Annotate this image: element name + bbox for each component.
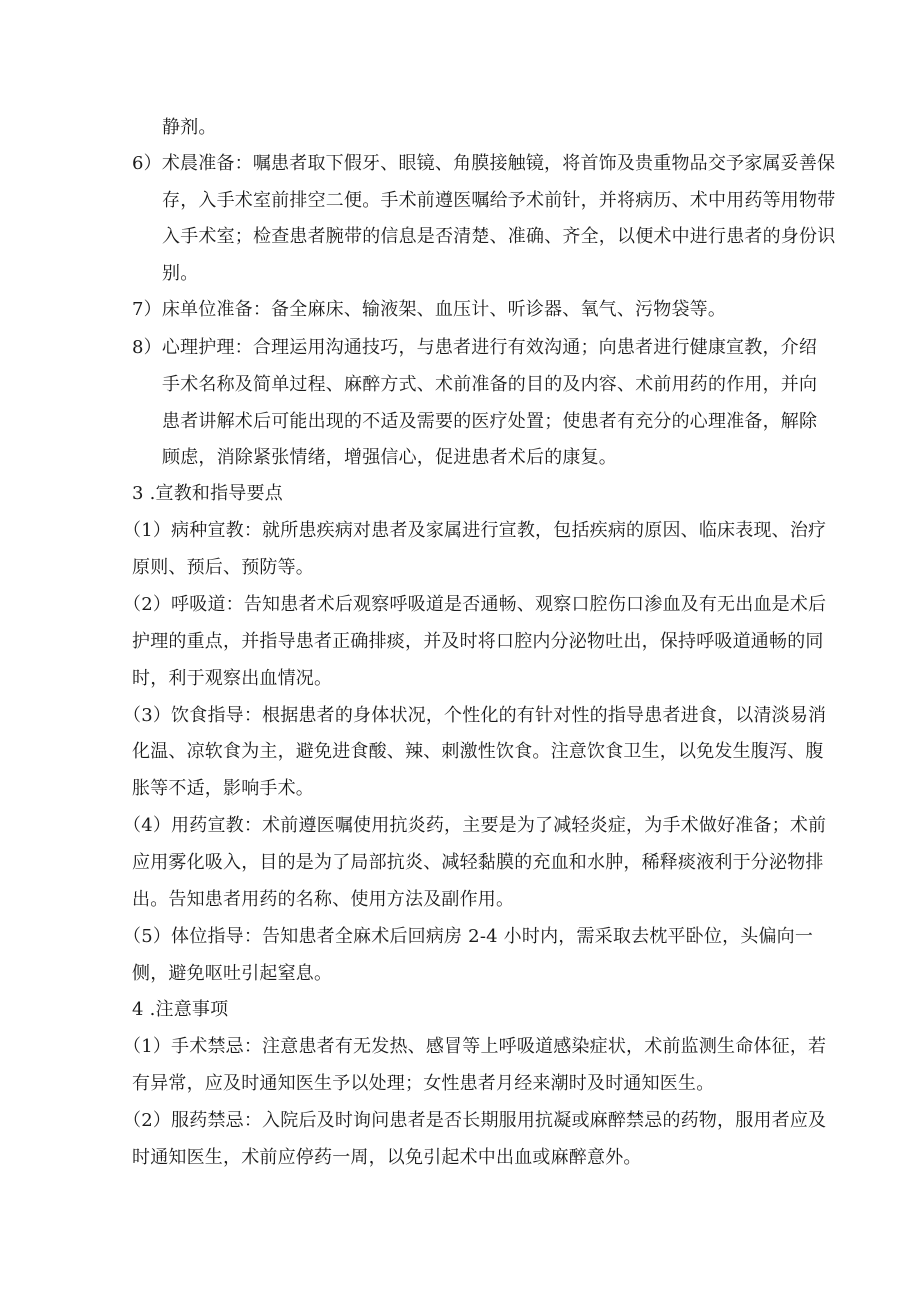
- text-line: （2）呼吸道：告知患者术后观察呼吸道是否通畅、观察口腔伤口渗血及有无出血是术后: [123, 594, 827, 615]
- text-line: 出。告知患者用药的名称、使用方法及副作用。: [132, 889, 515, 910]
- text-line: 别。: [162, 263, 199, 284]
- text-line: 化温、凉软食为主，避免进食酸、辣、刺激性饮食。注意饮食卫生，以免发生腹泻、腹: [132, 741, 824, 762]
- text-line: 静剂。: [162, 117, 217, 138]
- text-line: 应用雾化吸入，目的是为了局部抗炎、减轻黏膜的充血和水肿，稀释痰液利于分泌物排: [132, 852, 824, 873]
- text-line: （4）用药宣教：术前遵医嘱使用抗炎药，主要是为了减轻炎症，为手术做好准备；术前: [123, 815, 827, 836]
- text-line: 时通知医生，术前应停药一周，以免引起术中出血或麻醉意外。: [132, 1147, 642, 1168]
- text-line: （3）饮食指导：根据患者的身体状况，个性化的有针对性的指导患者进食，以清淡易消: [123, 705, 827, 726]
- text-line: 顾虑，消除紧张情绪，增强信心，促进患者术后的康复。: [162, 447, 617, 468]
- text-line: 护理的重点，并指导患者正确排痰，并及时将口腔内分泌物吐出，保持呼吸道通畅的同: [132, 631, 824, 652]
- text-line: 存，入手术室前排空二便。手术前遵医嘱给予术前针，并将病历、术中用药等用物带: [162, 190, 836, 211]
- text-line: （1）病种宣教：就所患疾病对患者及家属进行宣教，包括疾病的原因、临床表现、治疗: [123, 520, 827, 541]
- text-line: 患者讲解术后可能出现的不适及需要的医疗处置；使患者有充分的心理准备，解除: [162, 411, 818, 432]
- section-heading: 3 .宣教和指导要点: [132, 483, 283, 504]
- text-line: （1）手术禁忌：注意患者有无发热、感冒等上呼吸道感染症状，术前监测生命体征，若: [123, 1036, 827, 1057]
- text-line: 侧，避免呕吐引起窒息。: [132, 963, 333, 984]
- text-line: 时，利于观察出血情况。: [132, 668, 333, 689]
- text-line: 原则、预后、预防等。: [132, 557, 314, 578]
- text-line: 胀等不适，影响手术。: [132, 778, 314, 799]
- text-line: （5）体位指导：告知患者全麻术后回病房 2-4 小时内，需采取去枕平卧位，头偏向一: [123, 926, 814, 947]
- text-line: 6）术晨准备：嘱患者取下假牙、眼镜、角膜接触镜，将首饰及贵重物品交予家属妥善保: [132, 153, 836, 174]
- text-line: （2）服药禁忌：入院后及时询问患者是否长期服用抗凝或麻醉禁忌的药物，服用者应及: [123, 1110, 827, 1131]
- text-line: 入手术室；检查患者腕带的信息是否清楚、准确、齐全，以便术中进行患者的身份识: [162, 226, 836, 247]
- section-heading: 4 .注意事项: [132, 999, 229, 1020]
- text-line: 手术名称及简单过程、麻醉方式、术前准备的目的及内容、术前用药的作用，并向: [162, 374, 818, 395]
- text-line: 7）床单位准备：备全麻床、输液架、血压计、听诊器、氧气、污物袋等。: [132, 299, 727, 320]
- text-line: 有异常，应及时通知医生予以处理；女性患者月经来潮时及时通知医生。: [132, 1073, 715, 1094]
- text-line: 8）心理护理：合理运用沟通技巧，与患者进行有效沟通；向患者进行健康宣教，介绍: [132, 337, 818, 358]
